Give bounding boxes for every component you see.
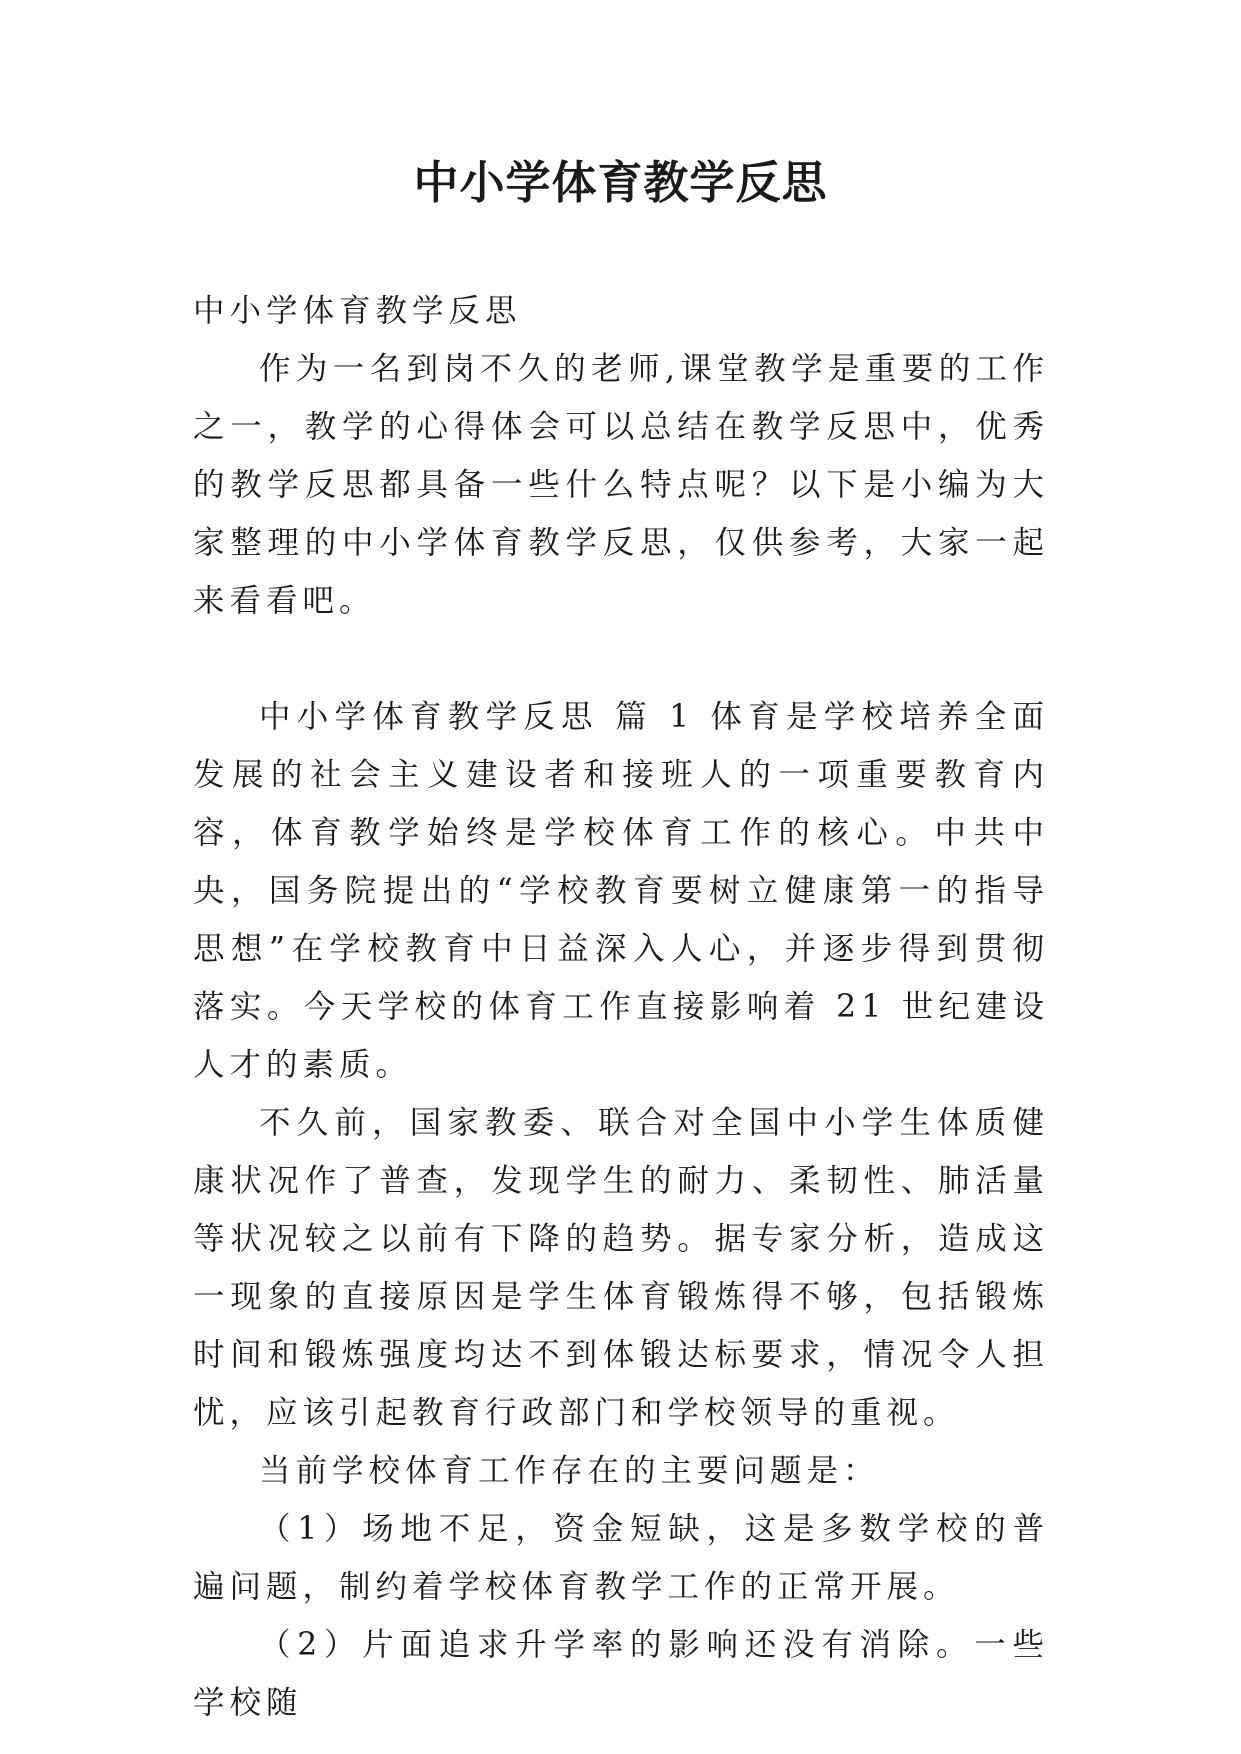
problem-2-paragraph: （2）片面追求升学率的影响还没有消除。一些学校随 [193, 1627, 1049, 1721]
paragraph-spacer [193, 630, 1049, 688]
section-1-paragraph: 中小学体育教学反思 篇 1 体育是学校培养全面发展的社会主义建设者和接班人的一项重要教育内容，体育教学始终是学校体育工作的核心。中共中央，国务院提出的“学校教育要树立健康第一的指导思想”在学校教育中日益深入人心，并逐步得到贯彻落实。今天学校的体育工作直接影响着 21 世纪建设人才的素质。 [193, 699, 1049, 1083]
document-body [193, 282, 1049, 1732]
survey-paragraph: 不久前，国家教委、联合对全国中小学生体质健康状况作了普查，发现学生的耐力、柔韧性、肺活量等状况较之以前有下降的趋势。据专家分析，造成这一现象的直接原因是学生体育锻炼得不够，包括锻炼时间和锻炼强度均达不到体锻达标要求，情况令人担忧，应该引起教育行政部门和学校领导的重视。 [193, 1105, 1049, 1431]
intro-paragraph: 作为一名到岗不久的老师,课堂教学是重要的工作之一，教学的心得体会可以总结在教学反思中，优秀的教学反思都具备一些什么特点呢？以下是小编为大家整理的中小学体育教学反思，仅供参考，大家一起来看看吧。 [193, 351, 1049, 619]
document-title: 中小学体育教学反思 [413, 156, 828, 209]
problem-1-paragraph: （1）场地不足，资金短缺，这是多数学校的普遍问题，制约着学校体育教学工作的正常开展。 [193, 1511, 1049, 1605]
subtitle-paragraph: 中小学体育教学反思 [193, 293, 522, 329]
problems-heading-paragraph: 当前学校体育工作存在的主要问题是： [259, 1453, 880, 1489]
